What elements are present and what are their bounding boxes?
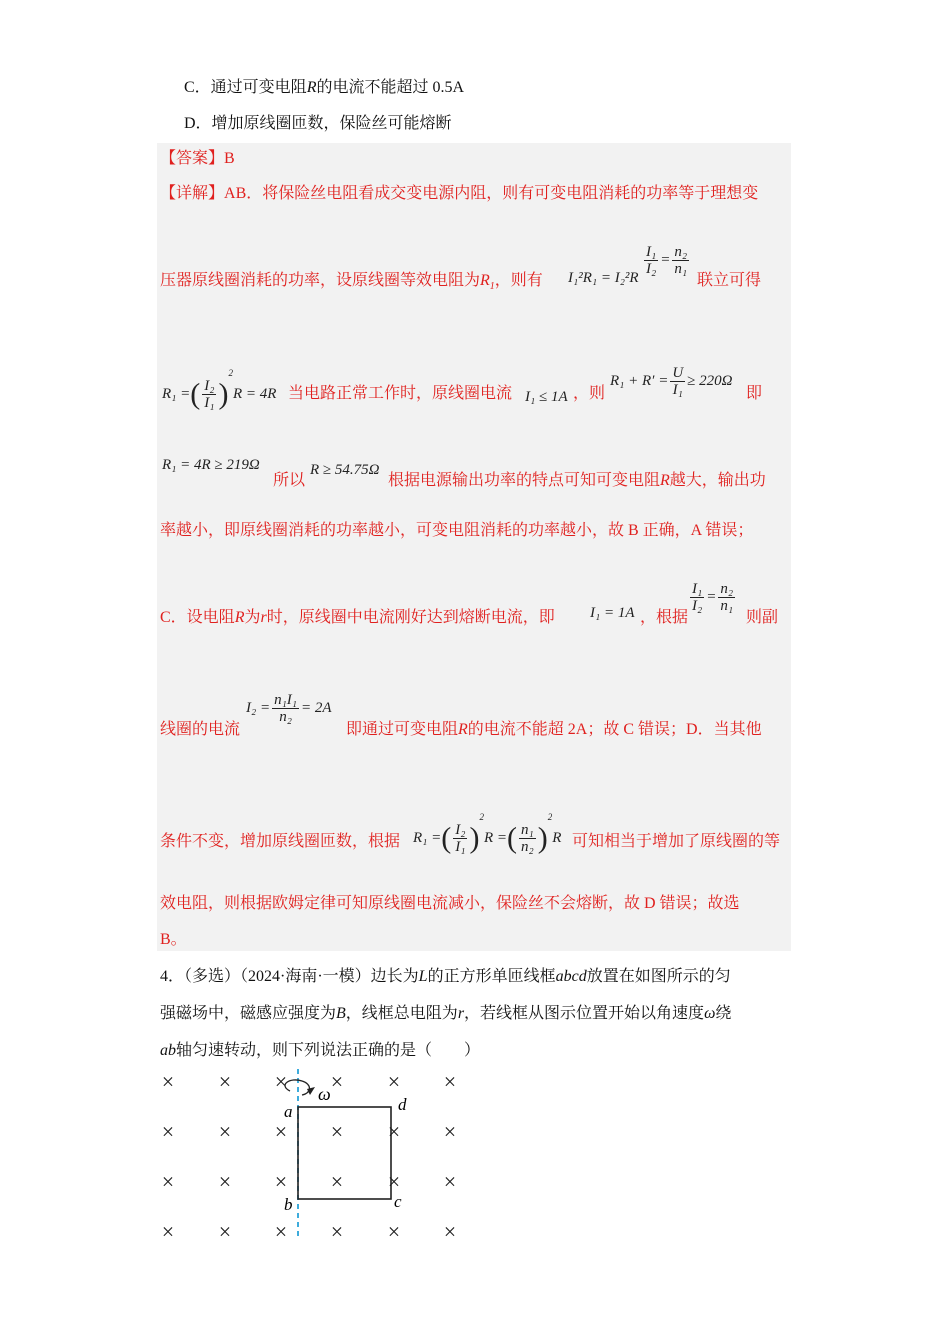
formula-ratio-2-num: I₁ [692,581,703,597]
formula-ratio-2-eq: = [706,588,717,605]
detail-line-7 [346,720,762,740]
label-omega: ω [318,1084,331,1104]
formula-voltage [610,365,733,398]
formula-voltage-rhs: ≥ 220Ω [687,372,733,389]
question-l1var2: abcd [555,968,587,985]
question-l2var: B [336,1005,346,1022]
formula-ratio-2-den2: n₁ [720,598,734,614]
field-cross: × [218,1219,232,1244]
field-cross: × [161,1169,175,1194]
formula-fuse-current: I₁ = 1A [590,605,635,621]
field-cross: × [387,1069,401,1094]
formula-eq-den2: n₂ [521,839,534,856]
detail-p4a: 所以 [273,472,306,489]
formula-ratio-2 [688,581,737,614]
detail-p6d: ，根据 [640,609,689,626]
formula-eq-den: I₁ [455,839,466,856]
detail-p7b: 即通过可变电阻 [346,721,459,738]
question-line-1 [160,967,731,987]
question-line-3 [160,1041,480,1061]
rotation-arrowhead [307,1087,315,1095]
magnetic-field-figure [150,1065,470,1250]
formula-ratio-1-den2: n₁ [674,261,688,277]
formula-equivalent-r: R₁ =( $\frac{\text{I₂}}{\text{I₁}}$ )$^2$R =( $\frac{\text{n₁}}{\text{n₂}}$ )$^2$R [413,812,562,856]
field-cross: × [443,1219,457,1244]
detail-p3c: 即 [746,385,763,402]
detail-p6e: 则副 [746,609,779,626]
question-l1a: 4．（多选）（2024·海南·一模）边长为 [160,968,419,985]
detail-line-1 [160,184,758,204]
formula-ratio-2-num2: n₂ [720,581,734,597]
formula-voltage-num: U [672,365,684,381]
formula-r1-num: I₂ [204,378,215,395]
formula-ratio-1-eq: = [660,251,671,268]
detail-line-6 [160,608,555,628]
formula-r1-rhs: R = 4R [232,386,277,402]
detail-p6a: C．设电阻 [160,609,235,626]
formula-eq-rhs: R [552,830,562,846]
question-l1var: L [418,968,428,985]
field-cross: × [387,1219,401,1244]
formula-ratio-1 [642,244,691,277]
field-cross: × [387,1169,401,1194]
detail-p8a: 条件不变，增加原线圈匝数，根据 [160,833,401,850]
detail-p4b: 根据电源输出功率的特点可知可变电阻 [388,472,661,489]
label-d: d [398,1095,407,1114]
detail-p1: AB．将保险丝电阻看成交变电源内阻，则有可变电阻消耗的功率等于理想变 [224,185,759,202]
detail-p6b: 为 [244,609,261,626]
field-cross: × [218,1119,232,1144]
label-c: c [394,1192,402,1211]
label-a: a [284,1102,293,1121]
option-c-text: C．通过可变电阻 [184,79,307,96]
question-line-2 [160,1004,731,1024]
detail-p2a: 压器原线圈消耗的功率，设原线圈等效电阻为 [160,272,481,289]
formula-eq-num: I₂ [455,822,466,839]
formula-r1-den: I₁ [204,395,215,412]
detail-p7c: 的电流不能超 2A；故 C 错误；D．当其他 [467,721,762,738]
formula-sec-lhs: I₂ = [246,699,271,716]
formula-eq-exp2: 2 [547,812,553,822]
detail-p6c: 时，原线圈中电流刚好达到熔断电流，即 [266,609,555,626]
question-l2var2: r [457,1005,465,1022]
detail-line-5: 率越小，即原线圈消耗的功率越小，可变电阻消耗的功率越小，故 B 正确，A 错误； [160,522,754,539]
question-l3var: ab [160,1042,176,1059]
formula-r1-219: R₁ = 4R ≥ 219Ω [162,457,260,473]
detail-p7var: R [458,721,468,738]
question-l2var3: ω [704,1005,716,1022]
formula-eq-mid: R = [483,830,508,846]
formula-r1-4r: R₁ =( $\frac{\text{I₂}}{\text{I₁}}$ )$^2$R = 4R [162,368,277,412]
field-cross: × [274,1169,288,1194]
detail-p4var: R [660,472,670,489]
option-d: D．增加原线圈匝数，保险丝可能熔断 [184,115,452,132]
answer-line [160,149,235,169]
detail-p3b: ，则 [573,385,606,402]
field-cross: × [330,1119,344,1144]
option-c-var: R [306,79,317,96]
field-cross: × [387,1119,401,1144]
option-c [184,78,464,98]
field-cross: × [161,1119,175,1144]
detail-p2c: 联立可得 [697,272,762,289]
formula-sec-rhs: = 2A [301,699,332,716]
field-cross: × [330,1169,344,1194]
field-cross: × [218,1069,232,1094]
formula-r1-lhs: R₁ = [162,386,191,402]
field-cross: × [218,1169,232,1194]
field-cross: × [443,1119,457,1144]
detail-line-4 [388,471,766,491]
formula-voltage-den: I₁ [672,382,683,398]
detail-p6var: R [234,609,245,626]
field-cross: × [443,1069,457,1094]
formula-sec-num: n₁I₁ [274,692,298,708]
detail-line-10: B。 [160,931,187,948]
question-l1b: 的正方形单匝线框 [427,968,556,985]
formula-voltage-lhs: R₁ + R′ = [610,372,669,389]
detail-p4c: 越大，输出功 [669,472,766,489]
question-l2d: 绕 [715,1005,732,1022]
formula-eq-num2: n₁ [521,822,534,839]
field-cross: × [161,1069,175,1094]
formula-power-balance: I₁²R₁ = I₂²R [568,270,639,286]
formula-ratio-1-num: I₁ [646,244,657,260]
detail-p8b: 可知相当于增加了原线圈的等 [572,833,781,850]
field-cross: × [330,1219,344,1244]
detail-p2sub: 1 [489,281,495,293]
detail-p3a: 当电路正常工作时，原线圈电流 [288,385,513,402]
detail-line-2 [160,271,543,297]
field-cross: × [274,1119,288,1144]
field-cross: × [274,1069,288,1094]
answer-label: 【答案】 [160,150,225,167]
question-l2a: 强磁场中，磁感应强度为 [160,1005,337,1022]
coil-frame [298,1107,391,1199]
field-cross: × [161,1219,175,1244]
formula-ratio-1-den: I₂ [646,261,657,277]
formula-ratio-2-den: I₂ [692,598,703,614]
field-cross: × [443,1169,457,1194]
formula-r1-exp: 2 [228,368,233,378]
formula-current-limit: I₁ ≤ 1A [525,389,568,405]
field-cross: × [274,1219,288,1244]
formula-sec-den: n₂ [279,709,292,725]
option-c-tail: 的电流不能超过 0.5A [316,79,465,96]
formula-ratio-1-num2: n₂ [674,244,688,260]
formula-secondary-current [246,692,332,725]
formula-r-min: R ≥ 54.75Ω [310,462,380,478]
detail-p7a: 线圈的电流 [160,721,241,738]
field-cross: × [330,1069,344,1094]
detail-label: 【详解】 [160,185,225,202]
question-l3b: 轴匀速转动，则下列说法正确的是（ ） [176,1042,481,1059]
formula-eq-exp: 2 [479,812,484,822]
label-b: b [284,1195,293,1214]
question-l2b: ，线框总电阻为 [345,1005,458,1022]
detail-p2b: ，则有 [494,272,543,289]
question-l1c: 放置在如图所示的匀 [586,968,731,985]
question-l2c: ，若线框从图示位置开始以角速度 [464,1005,705,1022]
detail-line-9: 效电阻，则根据欧姆定律可知原线圈电流减小，保险丝不会熔断，故 D 错误；故选 [160,895,740,912]
field-crosses [162,1069,456,1244]
detail-p6var2: r [260,609,267,626]
formula-eq-lhs: R₁ = [413,830,442,846]
answer-value: B [224,150,235,167]
detail-p2var: R [480,272,490,289]
